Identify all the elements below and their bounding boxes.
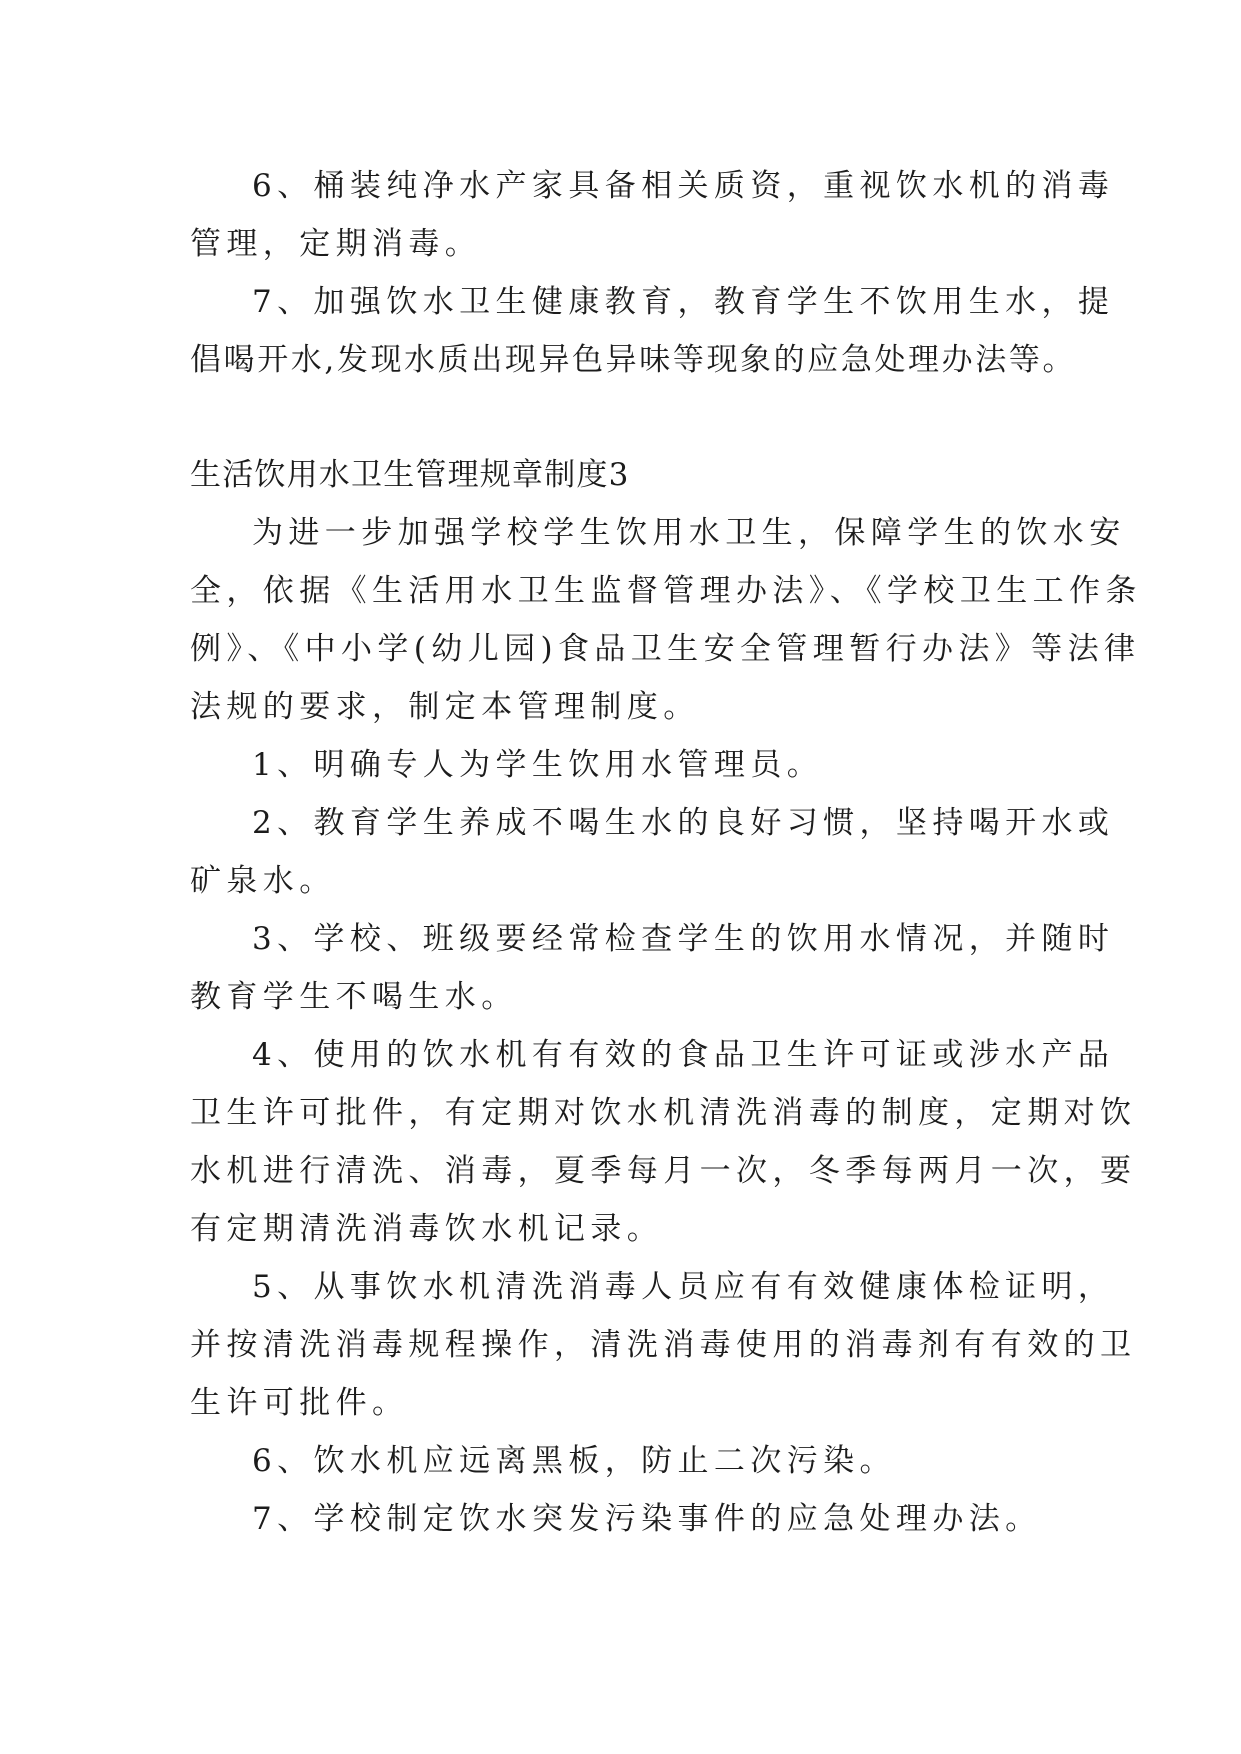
item-3-line-1: 3、学校、班级要经常检查学生的饮用水情况，并随时 [252,921,1115,957]
item-7-line-1: 7、学校制定饮水突发污染事件的应急处理办法。 [252,1501,1042,1537]
item-4-line-4: 有定期清洗消毒饮水机记录。 [190,1211,664,1247]
item-6-line-1: 6、饮水机应远离黑板，防止二次污染。 [252,1443,896,1479]
section-title: 生活饮用水卫生管理规章制度3 [190,457,630,493]
item-5-line-1: 5、从事饮水机清洗消毒人员应有有效健康体检证明， [252,1269,1115,1305]
prev-item-6-line-2: 管理，定期消毒。 [190,226,482,262]
item-4-line-2: 卫生许可批件，有定期对饮水机清洗消毒的制度，定期对饮 [190,1095,1137,1131]
item-3-line-2: 教育学生不喝生水。 [190,979,518,1015]
item-4-line-3: 水机进行清洗、消毒，夏季每月一次，冬季每两月一次，要 [190,1153,1137,1189]
item-5-line-3: 生许可批件。 [190,1385,409,1421]
item-2-line-1: 2、教育学生养成不喝生水的良好习惯，坚持喝开水或 [252,805,1115,841]
item-4-line-1: 4、使用的饮水机有有效的食品卫生许可证或涉水产品 [252,1037,1115,1073]
intro-line-2: 全，依据《生活用水卫生监督管理办法》、《学校卫生工作条 [190,573,1142,609]
intro-line-1: 为进一步加强学校学生饮用水卫生，保障学生的饮水安 [252,515,1126,551]
intro-line-4: 法规的要求，制定本管理制度。 [190,689,700,725]
item-1-line-1: 1、明确专人为学生饮用水管理员。 [252,747,824,783]
prev-item-7-line-1: 7、加强饮水卫生健康教育，教育学生不饮用生水，提 [252,284,1115,320]
item-2-line-2: 矿泉水。 [190,863,336,899]
prev-item-7-line-2: 倡喝开水,发现水质出现异色异味等现象的应急处理办法等。 [190,342,1077,378]
prev-item-6-line-1: 6、桶装纯净水产家具备相关质资，重视饮水机的消毒 [252,168,1115,204]
intro-line-3: 例》、《中小学(幼儿园)食品卫生安全管理暂行办法》等法律 [190,631,1141,667]
item-5-line-2: 并按清洗消毒规程操作，清洗消毒使用的消毒剂有有效的卫 [190,1327,1137,1363]
